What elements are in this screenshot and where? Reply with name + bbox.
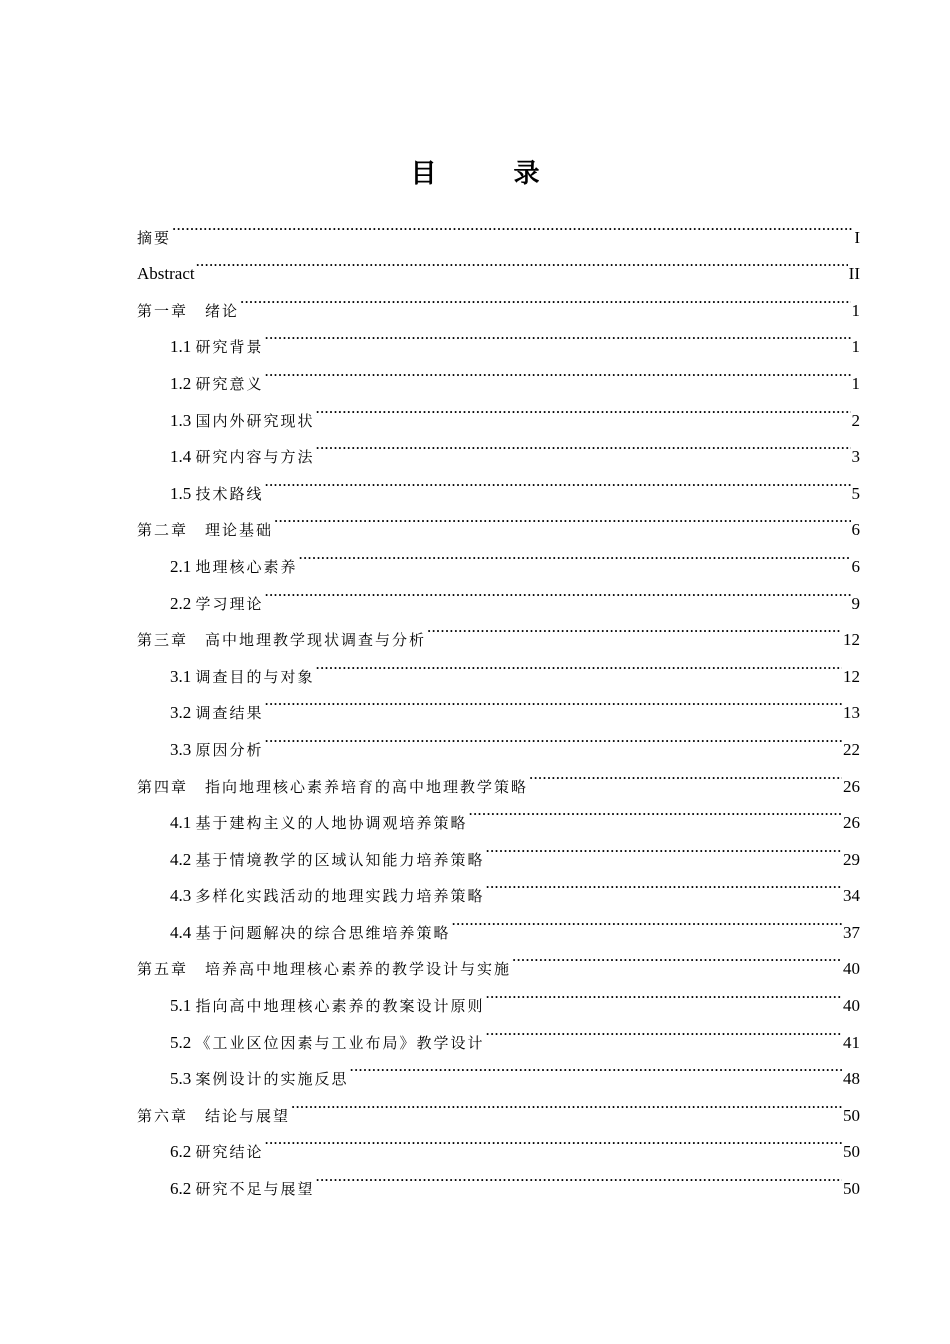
toc-entry-number: 5.2 [170, 1032, 196, 1052]
toc-entry-text: 调查目的与对象 [195, 667, 315, 686]
toc-entry-text: 技术路线 [195, 484, 264, 503]
toc-entry-page-number: 26 [843, 776, 860, 796]
toc-entry-number: 4.1 [170, 813, 196, 833]
toc-entry-page-number: 1 [851, 373, 860, 393]
dot-leader [350, 1048, 842, 1085]
toc-entry-label [170, 476, 264, 513]
toc-entry-number: 1.4 [170, 447, 196, 467]
toc-entry-number: 1.2 [170, 373, 196, 393]
toc-entry-text: 基于情境教学的区域认知能力培养策略 [195, 850, 485, 869]
toc-entry-text: 研究背景 [195, 338, 264, 357]
toc-entry-page-number: 12 [843, 630, 860, 650]
toc-entry-label [170, 842, 485, 879]
toc-entry-text: 原因分析 [195, 740, 264, 759]
toc-entry-number: 2.1 [170, 556, 196, 576]
dot-leader [486, 865, 842, 902]
toc-entry-text: 调查结果 [195, 704, 264, 723]
toc-entry-page-number: 9 [851, 593, 860, 613]
toc-entry-text: 第六章 结论与展望 [137, 1106, 291, 1125]
dot-leader [299, 535, 851, 572]
dot-leader [486, 974, 842, 1011]
dot-leader [452, 901, 842, 938]
toc-entry-page-number: 22 [843, 739, 860, 759]
toc-entry-label [137, 951, 511, 988]
toc-entry-text: 第四章 指向地理核心素养培育的高中地理教学策略 [137, 777, 529, 796]
toc-entry-page-number: 40 [843, 959, 860, 979]
toc-entry-number: 4.2 [170, 849, 196, 869]
toc-entry-label [170, 403, 315, 440]
toc-entry-page-number: II [848, 264, 860, 284]
toc-entry-label [170, 732, 264, 769]
toc-entry-text: 第二章 理论基础 [137, 521, 274, 540]
dot-leader [486, 828, 842, 865]
toc-entry-label [170, 366, 264, 403]
toc-list [137, 206, 860, 1199]
dot-leader [274, 499, 850, 536]
toc-entry-text: 指向高中地理核心素养的教案设计原则 [195, 997, 485, 1016]
toc-entry-page-number: 1 [851, 337, 860, 357]
toc-entry-number: 1.3 [170, 410, 196, 430]
toc-entry-page-number: 37 [843, 922, 860, 942]
toc-entry-text: 研究意义 [195, 374, 264, 393]
toc-entry-page-number: 2 [851, 410, 860, 430]
dot-leader [265, 352, 851, 389]
toc-entry-number: 1.1 [170, 337, 196, 357]
toc-entry-label [170, 1134, 264, 1171]
dot-leader [316, 389, 851, 426]
toc-entry-page-number: 29 [843, 849, 860, 869]
toc-entry-page-number: 5 [851, 483, 860, 503]
toc-entry-number: 3.3 [170, 739, 196, 759]
toc-entry[interactable] [137, 243, 860, 284]
dot-leader [512, 938, 842, 975]
toc-entry-text: 第一章 绪论 [137, 301, 240, 320]
toc-entry-number: 6.2 [170, 1142, 196, 1162]
dot-leader [486, 1011, 842, 1048]
toc-entry-page-number: 26 [843, 813, 860, 833]
dot-leader [265, 316, 851, 353]
toc-entry-number: 6.2 [170, 1179, 196, 1199]
toc-entry-label [137, 220, 171, 257]
toc-entry-label [137, 293, 239, 330]
toc-entry-label [170, 1171, 315, 1208]
toc-entry-number: 1.5 [170, 483, 196, 503]
toc-entry-label [170, 695, 264, 732]
toc-entry[interactable] [137, 316, 860, 357]
toc-entry-text: 《工业区位因素与工业布局》教学设计 [195, 1033, 485, 1052]
toc-entry-number: 2.2 [170, 593, 196, 613]
toc-entry-text: 国内外研究现状 [195, 411, 315, 430]
toc-entry-page-number: 40 [843, 996, 860, 1016]
toc-entry-label [137, 512, 273, 549]
toc-entry-page-number: 12 [843, 666, 860, 686]
toc-entry-number: Abstract [137, 264, 195, 284]
dot-leader [529, 755, 842, 792]
toc-entry-page-number: 41 [843, 1032, 860, 1052]
toc-entry-number: 5.3 [170, 1069, 196, 1089]
toc-entry-label [170, 988, 485, 1025]
toc-entry-number: 3.1 [170, 666, 196, 686]
toc-entry-page-number: 6 [851, 556, 860, 576]
toc-entry-text: 基于问题解决的综合思维培养策略 [195, 923, 451, 942]
dot-leader [316, 645, 842, 682]
toc-entry-text: 案例设计的实施反思 [195, 1070, 349, 1089]
dot-leader [316, 426, 851, 463]
toc-entry-label [137, 256, 195, 293]
toc-entry[interactable] [137, 206, 860, 247]
dot-leader [240, 279, 850, 316]
toc-entry-text: 研究不足与展望 [195, 1180, 315, 1199]
toc-entry-number: 5.1 [170, 996, 196, 1016]
toc-entry-page-number: 1 [851, 300, 860, 320]
dot-leader [265, 572, 851, 609]
toc-entry-page-number: 48 [843, 1069, 860, 1089]
toc-entry-label [170, 329, 264, 366]
toc-entry-page-number: 6 [851, 520, 860, 540]
toc-entry[interactable] [137, 279, 860, 320]
dot-leader [316, 1157, 842, 1194]
toc-entry-page-number: 50 [843, 1179, 860, 1199]
dot-leader [265, 682, 842, 719]
toc-entry-label [170, 586, 264, 623]
toc-entry-number: 4.4 [170, 922, 196, 942]
toc-entry-text: 地理核心素养 [195, 557, 298, 576]
toc-entry-text: 研究内容与方法 [195, 448, 315, 467]
toc-entry-page-number: 50 [843, 1105, 860, 1125]
toc-title: 目 录 [410, 159, 574, 189]
toc-entry-text: 第五章 培养高中地理核心素养的教学设计与实施 [137, 960, 512, 979]
toc-entry-number: 4.3 [170, 886, 196, 906]
toc-entry-label [170, 805, 468, 842]
dot-leader [265, 1121, 842, 1158]
dot-leader [291, 1084, 842, 1121]
toc-entry-text: 多样化实践活动的地理实践力培养策略 [195, 887, 485, 906]
toc-entry-text: 摘要 [137, 228, 172, 247]
toc-entry-page-number: 34 [843, 886, 860, 906]
toc-entry-number: 3.2 [170, 703, 196, 723]
toc-entry-text: 第三章 高中地理教学现状调查与分析 [137, 631, 427, 650]
toc-entry-label [170, 915, 451, 952]
dot-leader [172, 206, 853, 243]
dot-leader [427, 609, 842, 646]
toc-entry-page-number: I [854, 227, 860, 247]
toc-entry-label [170, 878, 485, 915]
toc-entry-text: 学习理论 [195, 594, 264, 613]
dot-leader [265, 718, 842, 755]
toc-entry-text: 基于建构主义的人地协调观培养策略 [195, 814, 468, 833]
toc-entry-page-number: 3 [851, 447, 860, 467]
dot-leader [196, 243, 848, 280]
dot-leader [469, 792, 842, 829]
toc-entry-page-number: 13 [843, 703, 860, 723]
dot-leader [265, 462, 851, 499]
toc-entry-page-number: 50 [843, 1142, 860, 1162]
toc-entry-text: 研究结论 [195, 1143, 264, 1162]
